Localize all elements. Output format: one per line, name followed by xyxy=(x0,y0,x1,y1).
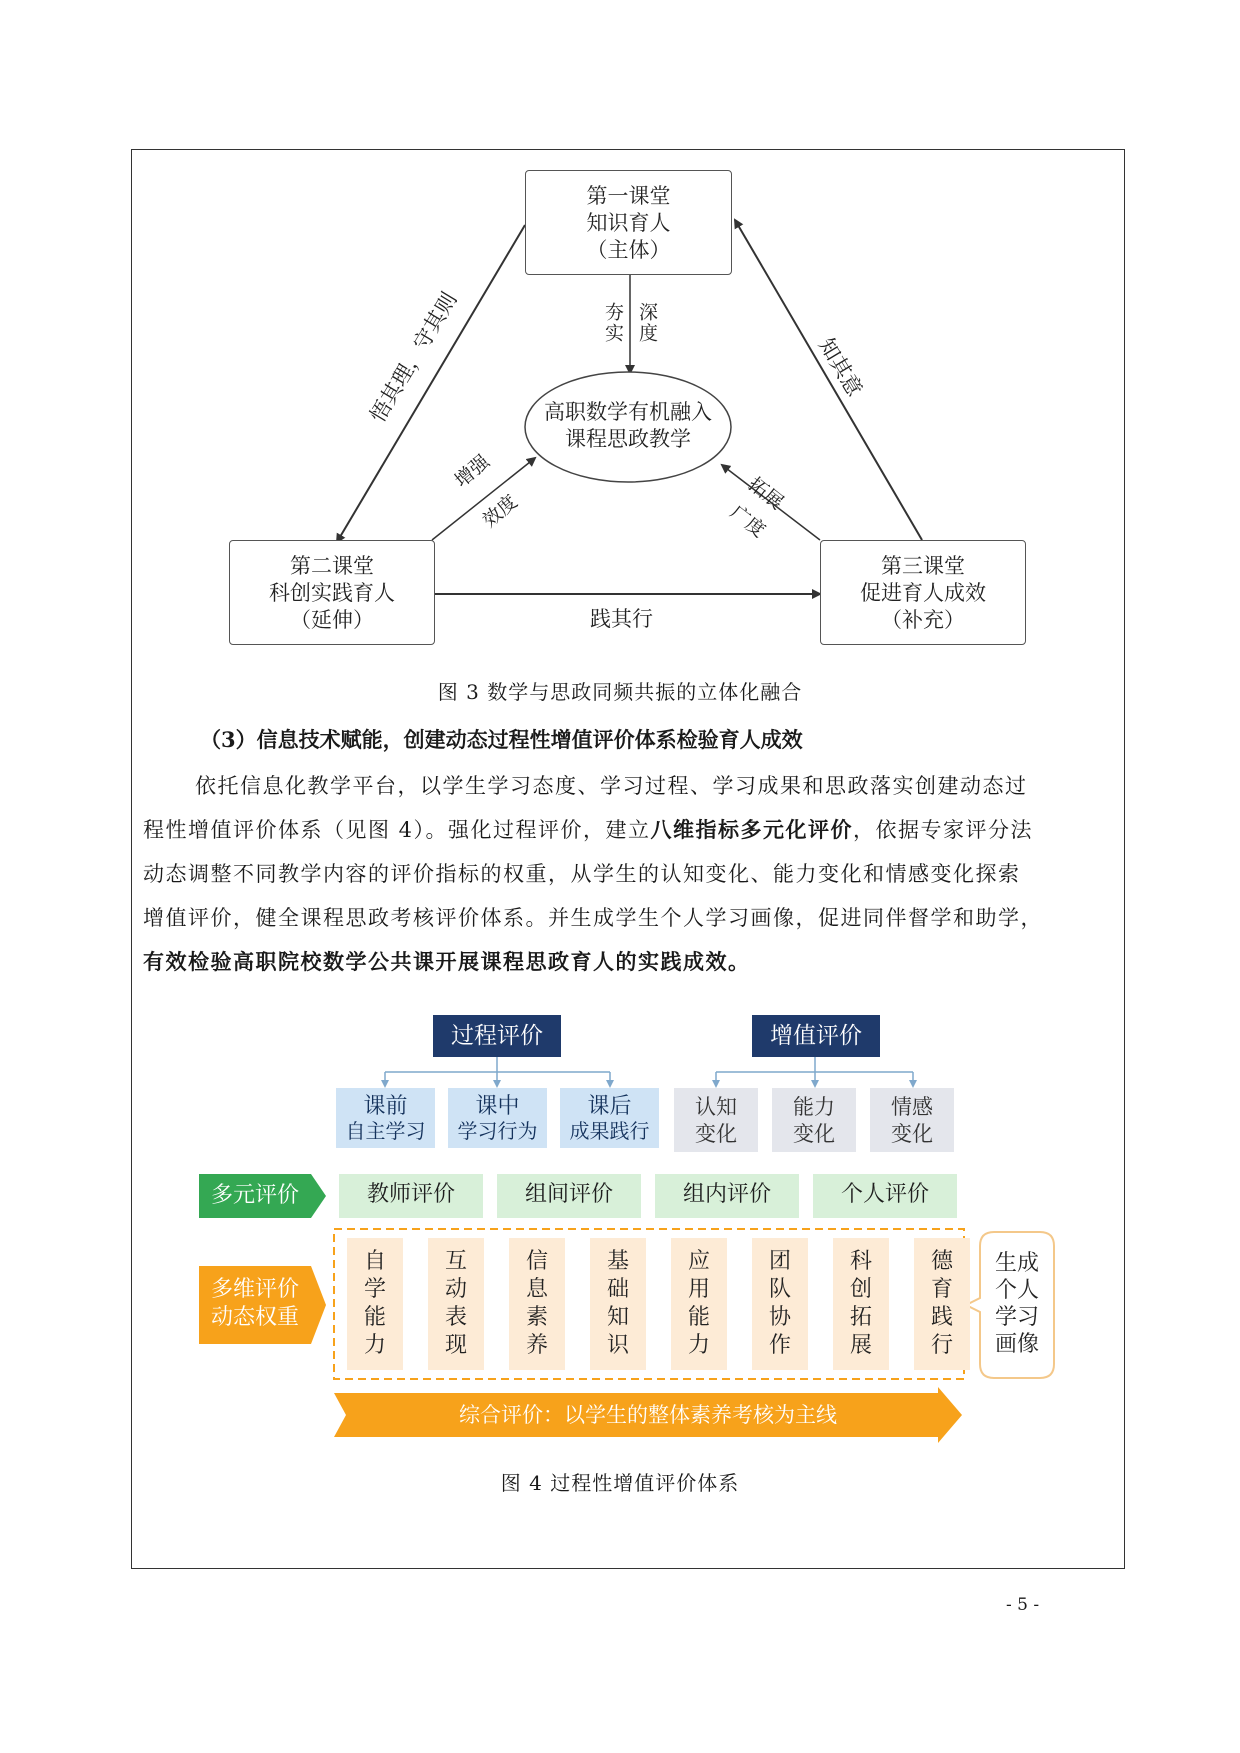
dim-char: 践 xyxy=(930,1305,953,1330)
value-eval-title: 增值评价 xyxy=(752,1015,880,1057)
center-line1: 高职数学有机融入 xyxy=(544,400,712,424)
dim-char: 拓 xyxy=(849,1305,872,1330)
process-item-pre-bottom: 自主学习 xyxy=(345,1119,426,1143)
multi-item-intergroup: 组间评价 xyxy=(497,1174,641,1218)
para-line2-bold: 八维指标多元化评价 xyxy=(650,818,854,842)
process-item-post xyxy=(560,1088,659,1148)
dim-eval-label xyxy=(199,1276,311,1332)
process-tree-lines xyxy=(385,1057,610,1086)
portrait-text xyxy=(986,1250,1048,1358)
second-classroom-line3: （延伸） xyxy=(290,608,374,632)
dim-char: 协 xyxy=(768,1305,791,1330)
portrait-line1: 生成 xyxy=(994,1251,1039,1276)
second-classroom-line1: 第二课堂 xyxy=(290,554,374,578)
process-item-in-bottom: 学习行为 xyxy=(457,1119,538,1143)
third-classroom-line1: 第三课堂 xyxy=(881,554,965,578)
figure4-caption: 图 4 过程性增值评价体系 xyxy=(500,1471,740,1495)
value-item-ability-bottom: 变化 xyxy=(793,1122,835,1146)
process-item-post-top: 课后 xyxy=(587,1094,632,1119)
second-classroom-line2: 科创实践育人 xyxy=(269,581,395,605)
dim-box xyxy=(671,1238,727,1370)
dim-char: 应 xyxy=(687,1249,710,1274)
dim-eval-label-line1: 多维评价 xyxy=(210,1277,299,1302)
dim-char: 识 xyxy=(606,1333,629,1358)
process-item-post-bottom: 成果践行 xyxy=(569,1119,650,1143)
para-line1: 依托信息化教学平台，以学生学习态度、学习过程、学习成果和思政落实创建动态过 xyxy=(195,774,1028,798)
value-tree-lines xyxy=(716,1057,913,1086)
dim-char: 信 xyxy=(525,1249,548,1274)
multi-item-personal: 个人评价 xyxy=(813,1174,957,1218)
dim-char: 力 xyxy=(363,1333,386,1358)
label-shendu: 深度 xyxy=(636,302,658,344)
dim-box xyxy=(833,1238,889,1370)
figure3-caption: 图 3 数学与思政同频共振的立体化融合 xyxy=(437,680,803,704)
dim-char: 基 xyxy=(606,1249,629,1274)
dim-box xyxy=(347,1238,403,1370)
dim-box xyxy=(752,1238,808,1370)
para-line4: 增值评价，健全课程思政考核评价体系。并生成学生个人学习画像，促进同伴督学和助学， xyxy=(143,906,1043,930)
third-classroom-line2: 促进育人成效 xyxy=(860,581,986,605)
process-item-pre-top: 课前 xyxy=(363,1094,408,1119)
page-number: - 5 - xyxy=(1006,1595,1040,1615)
process-item-in xyxy=(448,1088,547,1148)
first-classroom-line1: 第一课堂 xyxy=(586,184,671,208)
dim-char: 能 xyxy=(363,1305,386,1330)
dim-char: 展 xyxy=(849,1333,872,1358)
dim-char: 科 xyxy=(849,1249,872,1274)
dim-char: 能 xyxy=(687,1305,710,1330)
dim-char: 现 xyxy=(444,1333,467,1358)
dim-char: 力 xyxy=(687,1333,710,1358)
dim-box xyxy=(428,1238,484,1370)
value-item-ability-top: 能力 xyxy=(793,1095,835,1119)
dim-box xyxy=(914,1238,970,1370)
dim-char: 息 xyxy=(525,1277,548,1302)
dim-box xyxy=(509,1238,565,1370)
dim-char: 础 xyxy=(606,1277,629,1302)
dim-char: 行 xyxy=(930,1333,953,1358)
dim-char: 团 xyxy=(768,1249,791,1274)
portrait-line2: 个人 xyxy=(994,1278,1039,1303)
process-eval-title: 过程评价 xyxy=(433,1015,561,1057)
value-item-emotion-top: 情感 xyxy=(891,1095,933,1119)
banner-text: 综合评价：以学生的整体素养考核为主线 xyxy=(459,1403,837,1427)
dim-char: 学 xyxy=(363,1277,386,1302)
value-item-cognition-top: 认知 xyxy=(695,1095,737,1119)
process-item-in-top: 课中 xyxy=(475,1094,520,1119)
dim-char: 互 xyxy=(444,1249,467,1274)
dim-eval-label-line2: 动态权重 xyxy=(210,1305,299,1330)
label-left-edge: 悟其理，守其则 xyxy=(365,288,462,427)
dim-char: 自 xyxy=(363,1249,386,1274)
value-item-cognition-bottom: 变化 xyxy=(695,1122,737,1146)
dim-box xyxy=(590,1238,646,1370)
para-line2-a: 程性增值评价体系（见图 4）。强化过程评价，建立 xyxy=(143,818,651,842)
portrait-line4: 画像 xyxy=(994,1332,1039,1357)
process-item-pre xyxy=(336,1088,435,1148)
value-item-emotion-bottom: 变化 xyxy=(891,1122,933,1146)
value-item-emotion xyxy=(870,1088,954,1152)
first-classroom-line3: （主体） xyxy=(586,238,671,262)
dim-char: 知 xyxy=(606,1305,629,1330)
dim-char: 表 xyxy=(444,1305,467,1330)
multi-item-teacher: 教师评价 xyxy=(339,1174,483,1218)
multi-eval-label: 多元评价 xyxy=(210,1183,299,1208)
first-classroom-line2: 知识育人 xyxy=(586,211,671,235)
label-tuozhan: 拓展 xyxy=(743,473,788,514)
label-zengqiang: 增强 xyxy=(450,450,494,492)
label-xiaodu: 效度 xyxy=(478,490,522,532)
center-line2: 课程思政教学 xyxy=(565,427,691,451)
dim-char: 德 xyxy=(930,1249,953,1274)
dim-char: 素 xyxy=(525,1305,548,1330)
label-guangdu: 广度 xyxy=(725,501,770,542)
dim-char: 创 xyxy=(849,1277,872,1302)
para-line3: 动态调整不同教学内容的评价指标的权重，从学生的认知变化、能力变化和情感变化探索 xyxy=(143,862,1021,886)
dim-char: 队 xyxy=(768,1277,791,1302)
dim-char: 养 xyxy=(525,1333,548,1358)
value-item-ability xyxy=(772,1088,856,1152)
section-heading: （3）信息技术赋能，创建动态过程性增值评价体系检验育人成效 xyxy=(200,727,803,752)
para-line5-bold: 有效检验高职院校数学公共课开展课程思政育人的实践成效。 xyxy=(143,950,751,974)
label-right-edge: 知其意 xyxy=(813,334,868,401)
dim-char: 动 xyxy=(444,1277,467,1302)
label-hangshi: 夯实 xyxy=(602,302,624,344)
para-line2-c: ，依据专家评分法 xyxy=(853,818,1034,842)
dim-char: 作 xyxy=(768,1333,791,1358)
third-classroom-line3: （补充） xyxy=(881,608,965,632)
dim-char: 用 xyxy=(687,1277,710,1302)
dim-char: 育 xyxy=(930,1277,953,1302)
label-bottom-edge: 践其行 xyxy=(590,607,653,631)
multi-item-intragroup: 组内评价 xyxy=(655,1174,799,1218)
portrait-line3: 学习 xyxy=(994,1305,1039,1330)
value-item-cognition xyxy=(674,1088,758,1152)
